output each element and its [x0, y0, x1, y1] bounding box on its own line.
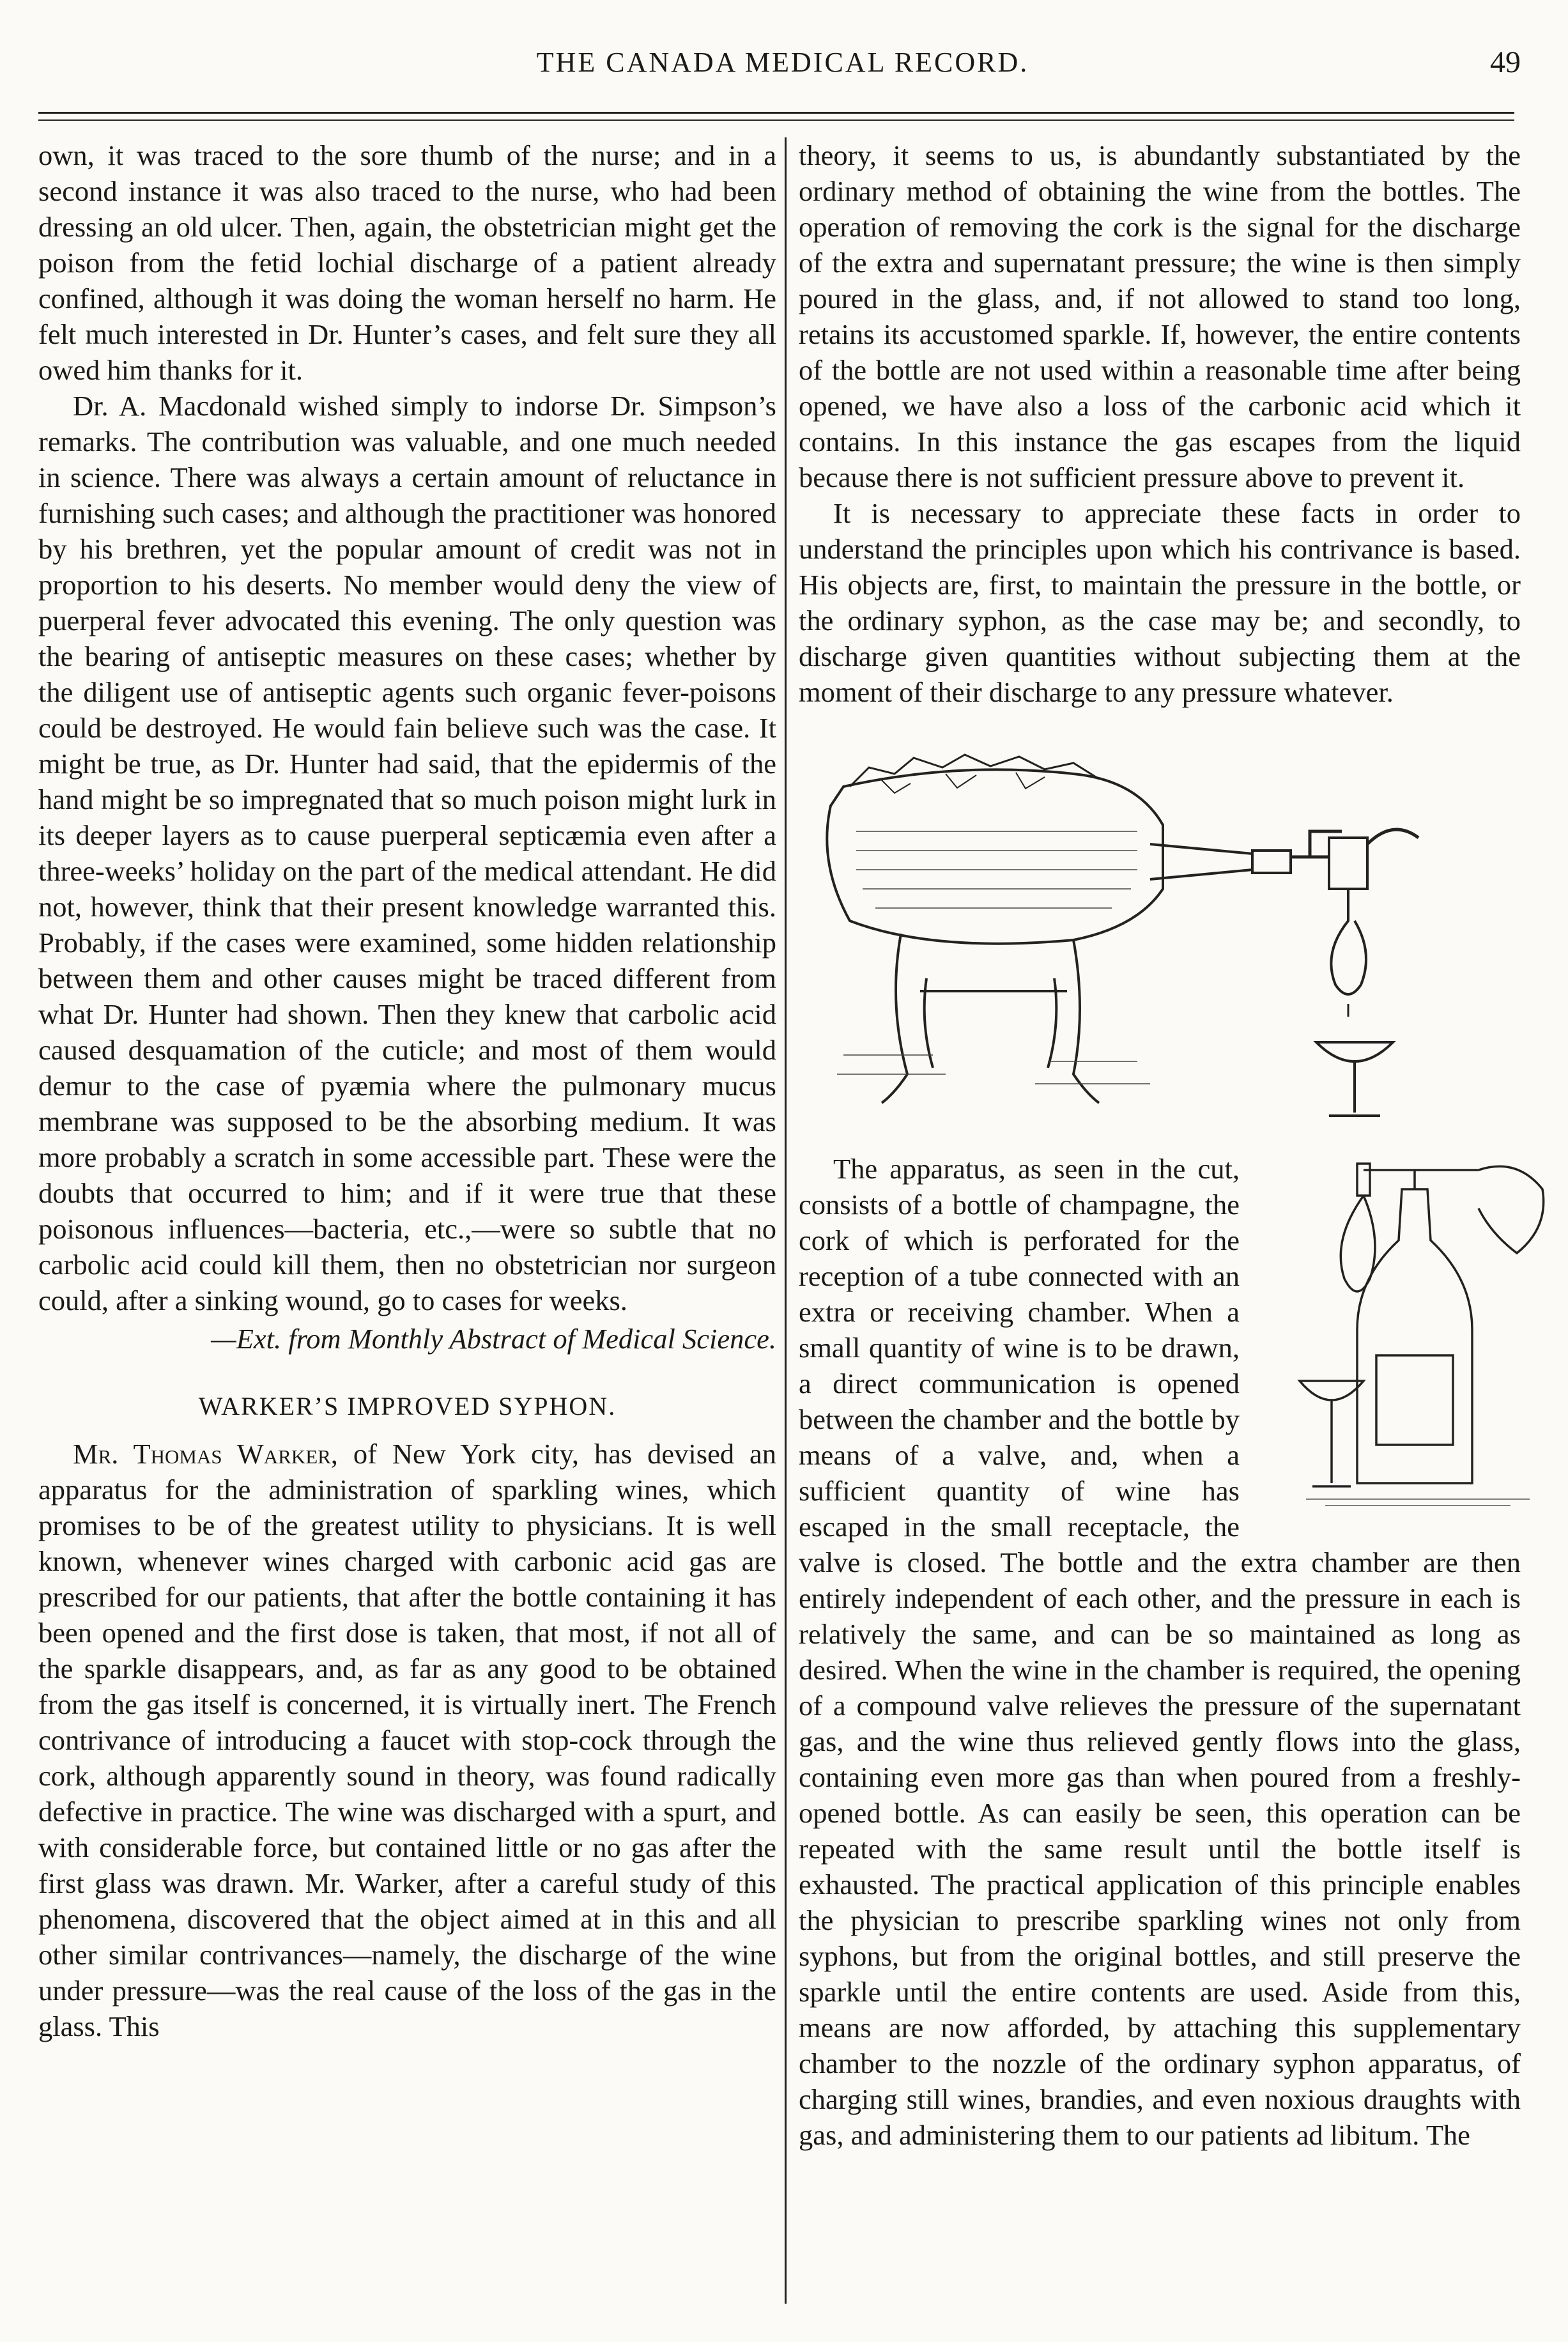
- bottle-syphon-illustration: [1287, 1151, 1555, 1509]
- section-heading: WARKER’S IMPROVED SYPHON.: [198, 1392, 617, 1421]
- left-paragraph-2: Dr. A. Macdonald wished simply to indorse Dr. Simpson’s remarks. The contribution was valuable, and one much needed in science. There was always a certain amount of reluctance in furnishing such cases; and although the practitioner was honored by his brethren, yet the popular amount of credit was not in proportion to his deserts. No member would deny the view of puerperal fever advocated this evening. The only question was the bearing of antiseptic measures on these cases; whether by the diligent use of antiseptic agents such organic fever-poisons could be destroyed. He would fain believe such was the case. It might be true, as Dr. Hunter had said, that the epidermis of the hand might be so impregnated that so much poison might lurk in its deeper layers as to cause puerperal septicæmia even after a three-weeks’ holiday on the part of the medical attendant. He did not, however, think that their present knowledge warranted this. Probably, if the cases were examined, some hidden relationship between them and other causes might be traced different from what Dr. Hunter had shown. Then they knew that carbolic acid caused desquamation of the cuticle; and most of them would demur to the case of pyæmia where the pulmonary mucus membrane was supposed to be the absorbing medium. It was more probably a scratch in some accessible part. These were the doubts that occurred to him; and if it were true that these poisonous influences—bacteria, etc.,—were so subtle that no carbolic acid could kill them, then no obstetrician nor surgeon could, after a sinking wound, go to cases for weeks.: [38, 390, 776, 1316]
- left-paragraph-3-body: of New York city, has devised an apparatus for the administration of sparkling wines, which promises to be of the greatest utility to physicians. It is well known, whenever wines charged with carbonic acid gas are prescribed for our patients, that after the bottle containing it has been opened and the first dose is taken, that most, if not all of the sparkle disappears, and, as far as any good to be obtained from the gas itself is concerned, it is virtually inert. The French contrivance of introducing a faucet with stop-cock through the cork, although apparently sound in theory, was found radically defective in practice. The wine was discharged with a spurt, and with considerable force, but contained little or no gas after the first glass was drawn. Mr. Warker, after a careful study of this phenomena, discovered that the object aimed at in this and all other similar contrivances—namely, the discharge of the wine under pressure—was the real cause of the loss of the gas in the glass. This: [38, 1438, 776, 2042]
- source-attribution: —Ext. from Monthly Abstract of Medical Science.: [211, 1323, 776, 1355]
- page-number: 49: [1490, 45, 1521, 79]
- column-divider: [785, 137, 787, 2304]
- right-column: [799, 137, 1521, 2153]
- right-paragraph-3-body: The apparatus, as seen in the cut, consists of a bottle of champagne, the cork of which is perforated for the reception of a tube connected with an extra or receiving chamber. When a small quantity of wine is to be drawn, a direct communication is opened between the chamber and the bottle by means of a valve, and, when a sufficient quantity of wine has escaped in the small receptacle, the valve is closed. The bottle and the extra chamber are then entirely independent of each other, and the pressure in each is relatively the same, and can be so maintained as long as desired. When the wine in the chamber is required, the opening of a compound valve relieves the pressure of the supernatant gas, and the wine thus relieved gently flows into the glass, containing even more gas than when poured from a freshly-opened bottle. As can easily be seen, this operation can be repeated with the same result until the bottle itself is exhausted. The practical application of this principle enables the physician to prescribe sparkling wines not only from syphons, but from the original bottles, and still preserve the sparkle until the entire contents are used. Aside from this, means are now afforded, by attaching this supplementary chamber to the nozzle of the ordinary syphon apparatus, of charging still wines, brandies, and even noxious draughts with gas, and administering them to our patients ad libitum. The: [799, 1153, 1521, 2151]
- running-title: THE CANADA MEDICAL RECORD.: [536, 47, 1029, 78]
- syphon-apparatus-engraving: [805, 736, 1514, 1132]
- running-head: [38, 38, 1527, 89]
- header-rule: [38, 112, 1514, 114]
- right-paragraph-2: It is necessary to appreciate these facts in order to understand the principles upon which his contrivance is based. His objects are, first, to maintain the pressure in the bottle, or the ordinary syphon, as the case may be; and secondly, to discharge given quantities without subjecting them at the moment of their discharge to any pressure whatever.: [799, 497, 1521, 708]
- bottle-syphon-engraving: [1252, 1151, 1521, 1509]
- left-column: [38, 137, 776, 2044]
- right-paragraph-3: [799, 1151, 1521, 2153]
- right-paragraph-1: theory, it seems to us, is abundantly substantiated by the ordinary method of obtaining the wine from the bottles. The operation of removing the cork is the signal for the discharge of the extra and supernatant pressure; the wine is then simply poured in the glass, and, if not allowed to stand too long, retains its accustomed sparkle. If, however, the entire contents of the bottle are not used within a reasonable time after being opened, we have also a loss of the carbonic acid which it contains. In this instance the gas escapes from the liquid because there is not sufficient pressure above to prevent it.: [799, 139, 1521, 493]
- author-lead: Mr. Thomas Warker,: [73, 1438, 338, 1470]
- syphon-apparatus-illustration: [805, 736, 1514, 1132]
- left-paragraph-1: own, it was traced to the sore thumb of the nurse; and in a second instance it was also traced to the nurse, who had been dressing an old ulcer. Then, again, the obstetrician might get the poison from the fetid lochial discharge of a patient already confined, although it was doing the woman herself no harm. He felt much interested in Dr. Hunter’s cases, and felt sure they all owed him thanks for it.: [38, 139, 776, 386]
- left-paragraph-3: [38, 1436, 776, 2044]
- header-rule-secondary: [38, 119, 1514, 121]
